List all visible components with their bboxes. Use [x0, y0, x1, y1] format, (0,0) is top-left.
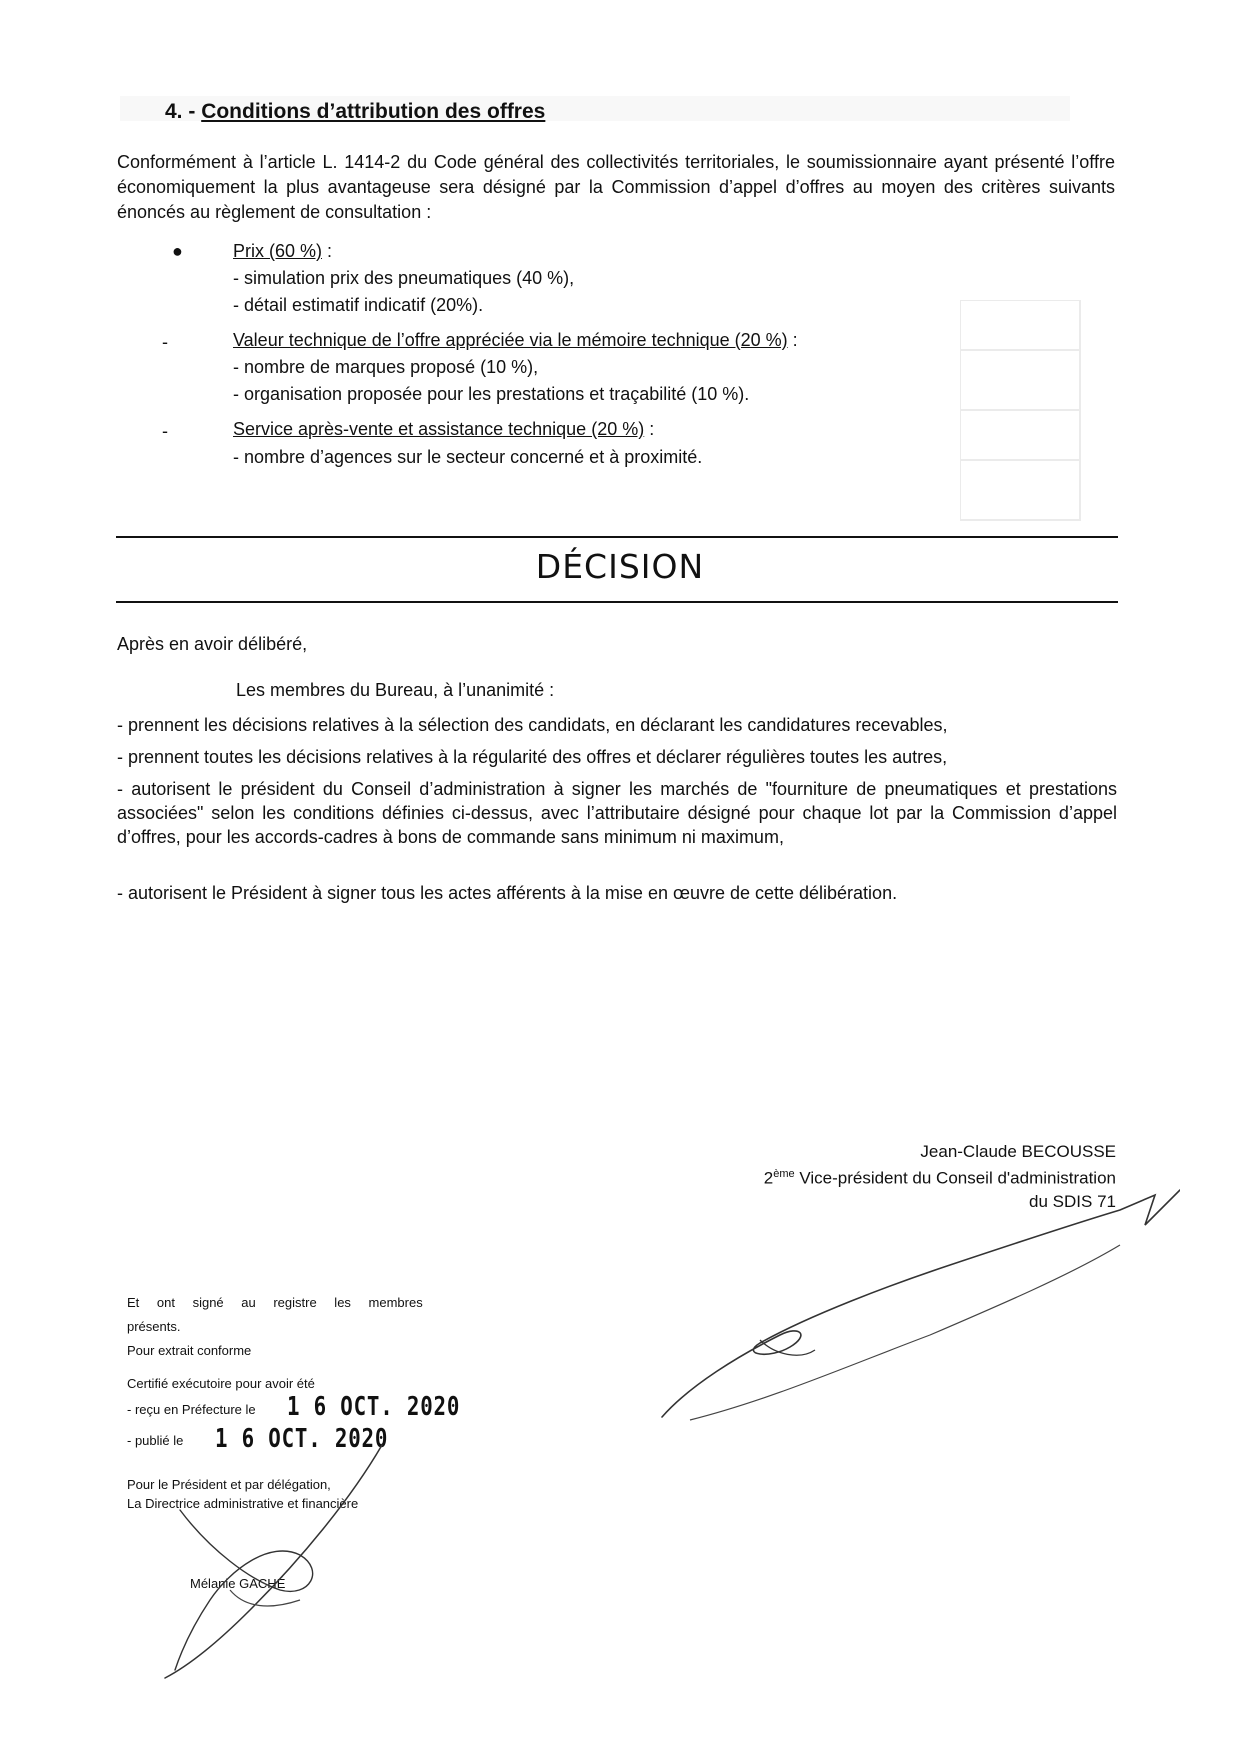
registry-line-3: Pour extrait conforme	[127, 1343, 252, 1358]
criterion-dash-2: -	[162, 332, 168, 352]
decision-item-4: - autorisent le Président à signer tous les actes afférents à la mise en œuvre de cette délibération.	[117, 883, 898, 903]
section-title	[165, 100, 545, 124]
received-date-stamp: 1 6 OCT. 2020	[287, 1392, 461, 1422]
criterion-2-sub-2: - organisation proposée pour les prestations et traçabilité (10 %).	[233, 384, 750, 404]
decision-item-1: - prennent les décisions relatives à la sélection des candidats, en déclarant les candidatures recevables,	[117, 715, 948, 735]
criterion-1-sub-1: - simulation prix des pneumatiques (40 %),	[233, 268, 575, 288]
certified-line: Certifié exécutoire pour avoir été	[127, 1376, 315, 1391]
decision-item-2: - prennent toutes les décisions relatives à la régularité des offres et déclarer régulières toutes les autres,	[117, 747, 948, 767]
signatory-role: Vice-président du Conseil d'administration	[794, 1168, 1116, 1188]
registry-line-1	[127, 1293, 423, 1313]
criterion-dash-3: -	[162, 421, 168, 441]
decision-heading: DÉCISION	[535, 547, 705, 586]
delegation-name: Mélanie GACHÉ	[190, 1576, 286, 1591]
show-through-table	[960, 300, 1100, 540]
delegation-line-1: Pour le Président et par délégation,	[127, 1477, 331, 1492]
decision-item-3: - autorisent le président du Conseil d’administration à signer les marchés de "fourniture de pneumatiques et prestations associées" selon les conditions définies ci-dessus, avec l’attributaire désigné pour chaque lot par la Commission d’appel d’offres, pour les accords-cadres à bons de commande sans minimum ni maximum,	[117, 779, 1117, 847]
signatory-org: du SDIS 71	[1029, 1191, 1116, 1211]
published-label: - publié le	[127, 1433, 184, 1448]
received-label: - reçu en Préfecture le	[127, 1402, 256, 1417]
delegation-line-2: La Directrice administrative et financière	[127, 1496, 359, 1511]
signatory-rank-sup: ème	[773, 1168, 795, 1180]
criterion-2	[233, 328, 798, 352]
criterion-3-suffix: :	[644, 419, 655, 439]
criterion-2-label: Valeur technique de l’offre appréciée via le mémoire technique (20 %)	[233, 330, 788, 350]
criterion-1-sub-2: - détail estimatif indicatif (20%).	[233, 295, 484, 315]
criterion-3-label: Service après-vente et assistance technique (20 %)	[233, 419, 645, 439]
after-deliberation: Après en avoir délibéré,	[117, 634, 308, 654]
criterion-3	[233, 417, 654, 441]
criterion-2-suffix: :	[787, 330, 798, 350]
criterion-1	[233, 239, 332, 263]
signatory-rank: 2	[763, 1168, 774, 1188]
registry-line-2: présents.	[127, 1319, 181, 1334]
criterion-bullet-1: ●	[172, 241, 183, 261]
decision-rule-top	[116, 536, 1118, 538]
members-statement: Les membres du Bureau, à l’unanimité :	[236, 680, 555, 700]
signatory-name: Jean-Claude BECOUSSE	[920, 1142, 1116, 1161]
decision-rule-bottom	[116, 601, 1118, 603]
published-date-stamp: 1 6 OCT. 2020	[215, 1424, 389, 1454]
signature-main	[650, 1185, 1180, 1440]
criterion-1-label: Prix (60 %)	[233, 241, 323, 261]
criterion-3-sub-1: - nombre d’agences sur le secteur concerné et à proximité.	[233, 447, 703, 467]
section-title-text: Conditions d’attribution des offres	[201, 100, 546, 123]
registry-text-1: Et ont signé au registre les membres	[127, 1295, 423, 1310]
intro-paragraph: Conformément à l’article L. 1414-2 du Code général des collectivités territoriales, le soumissionnaire ayant présenté l’offre économiquement la plus avantageuse sera désigné par la Commission d’appel d’offres au moyen des critères suivants énoncés au règlement de consultation :	[117, 152, 1115, 222]
section-number: 4. -	[165, 100, 202, 123]
criterion-2-sub-1: - nombre de marques proposé (10 %),	[233, 357, 539, 377]
criterion-1-suffix: :	[322, 241, 333, 261]
signature-delegation	[150, 1440, 400, 1685]
